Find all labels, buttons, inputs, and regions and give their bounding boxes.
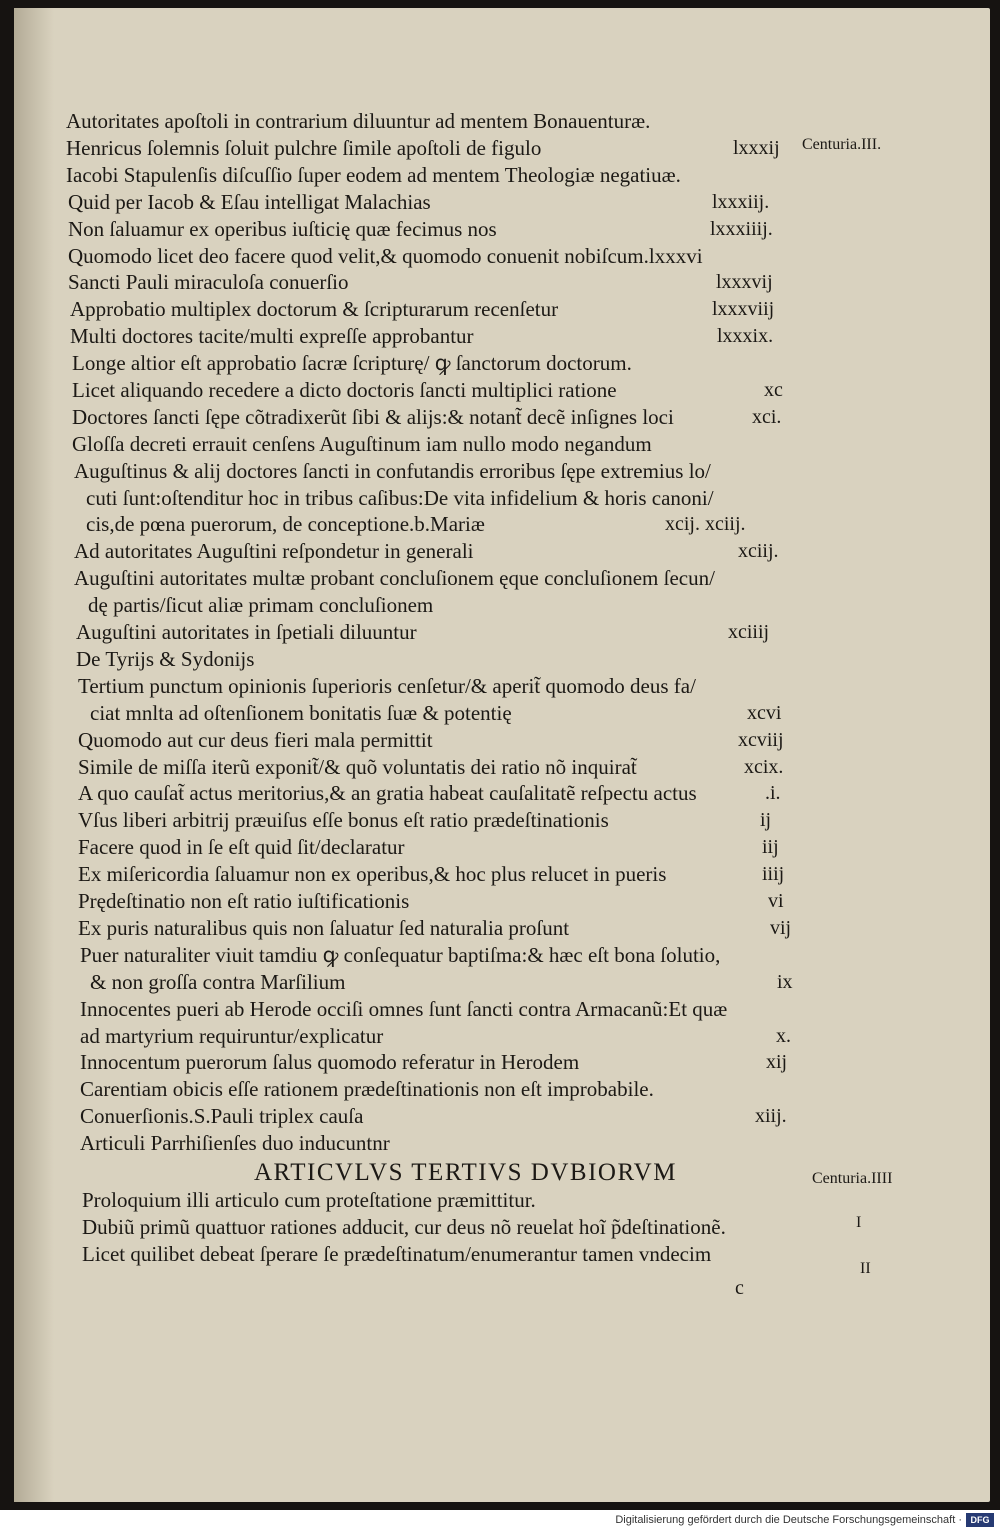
folio-reference: lxxxviij: [712, 298, 775, 320]
index-entry: Licet aliquando recedere a dicto doctoris ſancti multiplici ratione: [72, 378, 617, 402]
index-entry-line: ciat mnlta ad oſtenſionem bonitatis ſuæ & potentię: [90, 701, 512, 725]
folio-reference: .i.: [765, 782, 781, 804]
index-entry: Quomodo licet deo facere quod velit,& quomodo conuenit nobiſcum.lxxxvi: [68, 244, 703, 268]
folio-reference: xcij. xciij.: [665, 513, 746, 535]
margin-note-centuria-iii: Centuria.III.: [802, 136, 882, 153]
index-entry: Doctores ſancti ſępe cõtradixerũt ſibi & alijs:& notant̃ decẽ inſignes loci: [72, 405, 674, 429]
folio-reference: x.: [776, 1025, 791, 1047]
folio-reference: iij: [762, 836, 779, 858]
index-entry: Licet quilibet debeat ſperare ſe prædeſtinatum/enumerantur tamen vndecim: [82, 1242, 712, 1266]
footer-bar: [0, 1510, 1000, 1531]
index-entry: Henricus ſolemnis ſoluit pulchre ſimile apoſtoli de figulo: [66, 136, 542, 160]
margin-note-roman-ii: II: [860, 1260, 871, 1277]
folio-reference: lxxxij: [733, 137, 780, 159]
folio-reference: ix: [777, 971, 793, 993]
index-entry: Ex puris naturalibus quis non ſaluatur ſed naturalia proſunt: [78, 916, 570, 940]
index-entry: Multi doctores tacite/multi expreſſe approbantur: [70, 324, 474, 348]
signature-mark: c: [735, 1277, 744, 1299]
folio-reference: lxxxiiij.: [710, 218, 773, 240]
index-entry: Non ſaluamur ex operibus iuſticię quæ fecimus nos: [68, 217, 497, 241]
folio-reference: ij: [760, 809, 772, 831]
index-entry: Quomodo aut cur deus fieri mala permittit: [78, 728, 433, 752]
index-entry-line: Tertium punctum opinionis ſuperioris cenſetur/& aperit̃ quomodo deus fa/: [78, 674, 696, 698]
folio-reference: xiij.: [755, 1105, 787, 1127]
footer-credit: Digitalisierung gefördert durch die Deutsche Forschungsgemeinschaft ·: [615, 1514, 962, 1526]
index-entry-line: Puer naturaliter viuit tamdiu ꝙ conſequatur baptiſma:& hæc eſt bona ſolutio,: [80, 943, 721, 967]
index-entry-line: ad martyrium requiruntur/explicatur: [80, 1024, 384, 1048]
index-entry: cis,de pœna puerorum, de conceptione.b.Mariæ: [86, 512, 485, 536]
index-entry: Prędeſtinatio non eſt ratio iuſtificationis: [78, 889, 410, 913]
index-entry: Ex miſericordia ſaluamur non ex operibus,& hoc plus relucet in pueris: [78, 862, 667, 886]
index-entry: Gloſſa decreti errauit cenſens Auguſtinum iam nullo modo negandum: [72, 432, 652, 456]
margin-note-centuria-iiii: Centuria.IIII: [812, 1170, 893, 1187]
index-entry: Sancti Pauli miraculoſa conuerſio: [68, 270, 349, 294]
index-entry: Auguſtini autoritates in ſpetiali diluuntur: [76, 620, 417, 644]
folio-reference: xcvi: [747, 702, 782, 724]
section-heading: ARTICVLVS TERTIVS DVBIORVM: [254, 1159, 677, 1186]
folio-reference: xcviij: [738, 729, 784, 751]
folio-reference: xciij.: [738, 540, 779, 562]
index-entry: Simile de miſſa iterũ exponit̃/& quõ voluntatis dei ratio nõ inquirat̃: [78, 755, 637, 779]
folio-reference: iiij: [762, 863, 785, 885]
folio-reference: lxxxiij.: [712, 191, 770, 213]
index-entry: Longe altior eſt approbatio ſacræ ſcripturę/ ꝙ ſanctorum doctorum.: [72, 351, 632, 375]
folio-reference: xij: [766, 1051, 788, 1073]
index-entry: Vſus liberi arbitrij præuiſus eſſe bonus eſt ratio prædeſtinationis: [78, 808, 609, 832]
index-entry: A quo cauſat̃ actus meritorius,& an gratia habeat cauſalitatẽ reſpectu actus: [78, 781, 697, 805]
index-entry-line: Auguſtinus & alij doctores ſancti in confutandis erroribus ſępe extremius lo/: [74, 459, 711, 483]
index-entry: De Tyrijs & Sydonijs: [76, 647, 255, 671]
folio-reference: lxxxvij: [716, 271, 773, 293]
folio-reference: lxxxix.: [717, 325, 774, 347]
index-entry-line: Auguſtini autoritates multæ probant concluſionem ęque concluſionem ſecun/: [74, 566, 715, 590]
index-entry: Conuerſionis.S.Pauli triplex cauſa: [80, 1104, 364, 1128]
index-entry: Articuli Parrhiſienſes duo inducuntnr: [80, 1131, 390, 1155]
index-entry: Innocentum puerorum ſalus quomodo referatur in Herodem: [80, 1050, 580, 1074]
index-entry: Dubiũ primũ quattuor rationes adducit, cur deus nõ reuelat hoĩ p̃deſtinationẽ.: [82, 1215, 726, 1239]
index-entry: Facere quod in ſe eſt quid ſit/declaratur: [78, 835, 405, 859]
folio-reference: vij: [770, 917, 792, 939]
index-entry: Approbatio multiplex doctorum & ſcripturarum recenſetur: [70, 297, 559, 321]
folio-reference: xci.: [752, 406, 782, 428]
index-entry-line: Ad autoritates Auguſtini reſpondetur in generali: [74, 539, 474, 563]
folio-reference: xciiij: [728, 621, 770, 643]
index-entry: Autoritates apoſtoli in contrarium diluuntur ad mentem Bonauenturæ.: [66, 109, 651, 133]
index-entry: dę partis/ſicut aliæ primam concluſionem: [88, 593, 434, 617]
index-entry: Carentiam obicis eſſe rationem prædeſtinationis non eſt improbabile.: [80, 1077, 654, 1101]
index-entry: Iacobi Stapulenſis diſcuſſio ſuper eodem ad mentem Theologiæ negatiuæ.: [66, 163, 681, 187]
folio-reference: xc: [764, 379, 783, 401]
index-entry: Quid per Iacob & Eſau intelligat Malachias: [68, 190, 431, 214]
index-entry-line: cuti ſunt:oſtenditur hoc in tribus caſibus:De vita infidelium & horis canoni/: [86, 486, 714, 510]
index-entry-line: Innocentes pueri ab Herode occiſi omnes ſunt ſancti contra Armacanũ:Et quæ: [80, 997, 728, 1021]
folio-reference: xcix.: [744, 756, 784, 778]
index-entry: Proloquium illi articulo cum proteſtatione præmittitur.: [82, 1188, 536, 1212]
index-entry-line: & non groſſa contra Marſilium: [90, 970, 346, 994]
folio-reference: vi: [768, 890, 784, 912]
dfg-logo: DFG: [966, 1513, 994, 1527]
margin-note-roman-i: I: [856, 1214, 862, 1231]
